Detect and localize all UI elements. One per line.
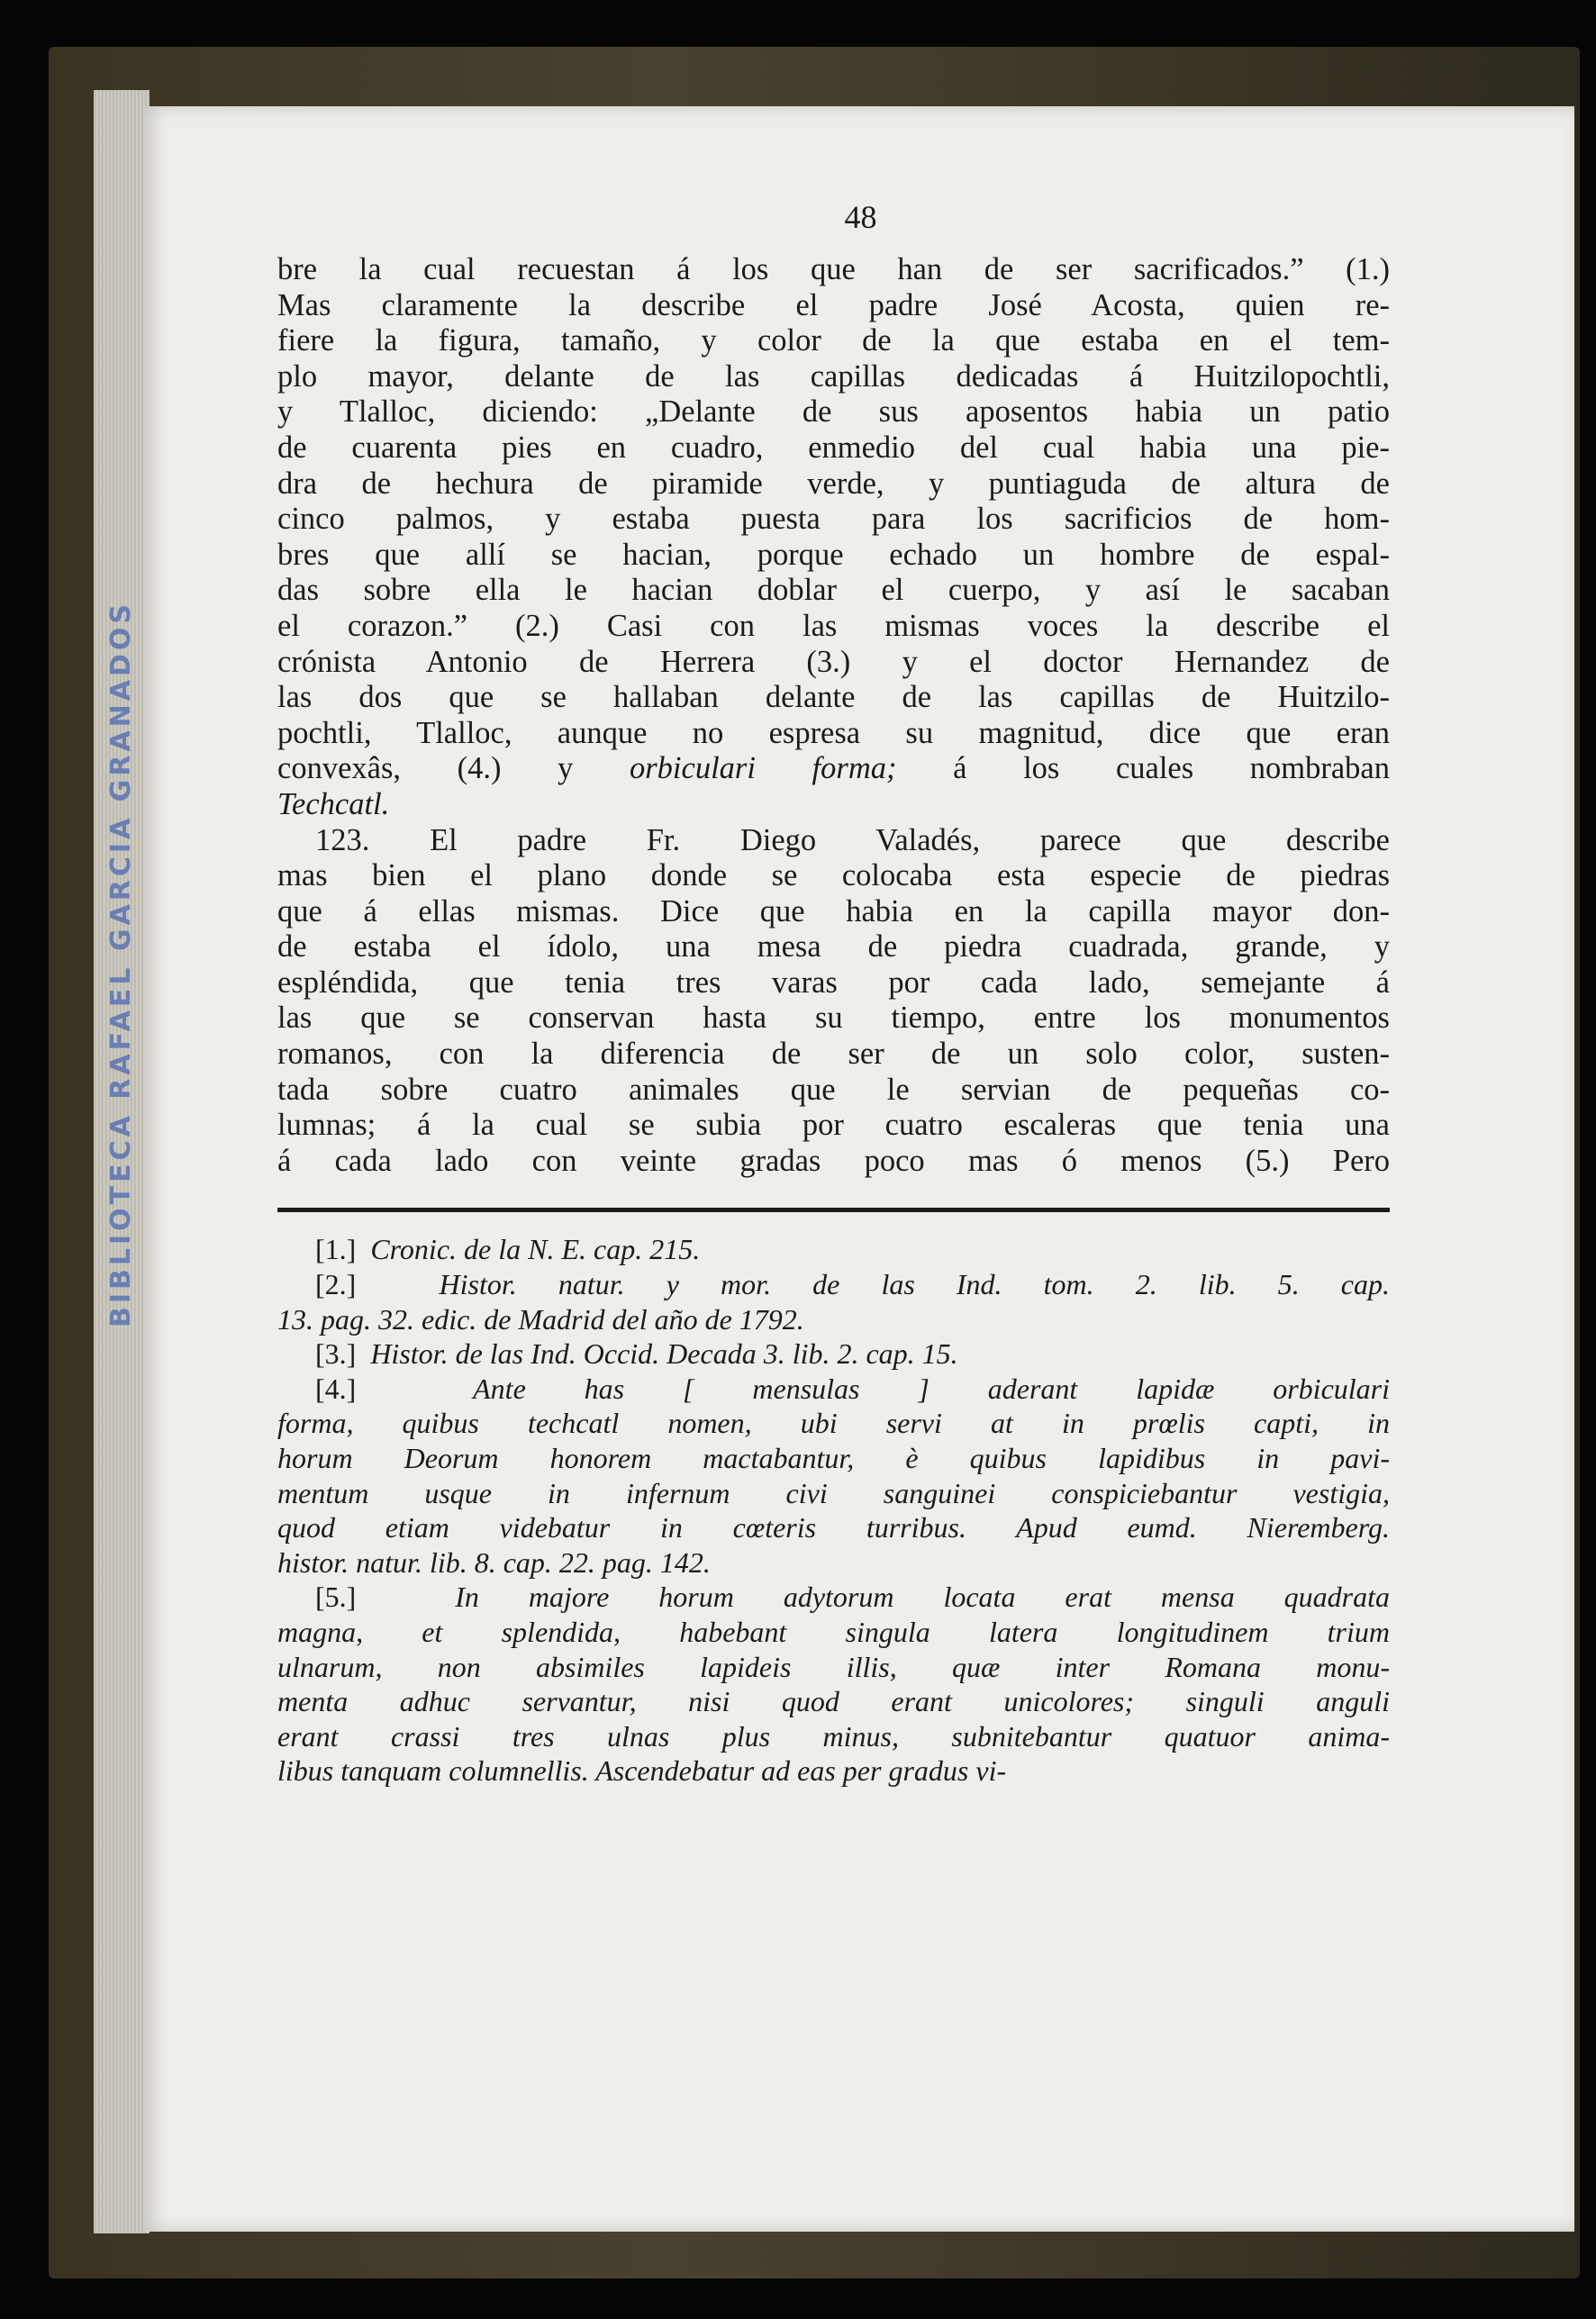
body-text xyxy=(277,252,1390,1179)
line-text: y Tlalloc, diciendo: „Delante de sus aposentos habia un patio xyxy=(277,394,1390,430)
line-text: á los cuales nombraban xyxy=(896,751,1390,786)
body-line xyxy=(277,1144,1390,1180)
line-text: fiere la figura, tamaño, y color de la que estaba en el tem- xyxy=(277,323,1390,358)
footnote-continuation: quod etiam videbatur in cœteris turribus. Apud eumd. Nieremberg. xyxy=(277,1511,1390,1544)
body-line xyxy=(277,751,1390,787)
body-line xyxy=(277,680,1390,716)
line-text: las dos que se hallaban delante de las capillas de Huitzilo- xyxy=(277,680,1390,715)
footnote-mark: [3.] xyxy=(315,1337,357,1371)
body-line xyxy=(277,929,1390,965)
line-text: el corazon.” (2.) Casi con las mismas voces la describe el xyxy=(277,608,1390,643)
footnote-continuation: 13. pag. 32. edic. de Madrid del año de 1792. xyxy=(277,1302,804,1336)
body-line xyxy=(277,288,1390,324)
library-stamp xyxy=(94,378,148,1549)
text-block xyxy=(277,198,1390,1789)
line-text: bres que allí se hacian, porque echado un hombre de espal- xyxy=(277,537,1390,572)
footnote-rule xyxy=(277,1208,1390,1212)
body-line xyxy=(277,252,1390,288)
line-text: crónista Antonio de Herrera (3.) y el doctor Hernandez de xyxy=(277,644,1390,679)
line-text: de estaba el ídolo, una mesa de piedra cuadrada, grande, y xyxy=(277,929,1390,965)
body-line xyxy=(277,645,1390,681)
line-text: pochtli, Tlalloc, aunque no espresa su magnitud, dice que eran xyxy=(277,715,1390,750)
italic-text: orbiculari forma; xyxy=(630,751,897,786)
line-text: de cuarenta pies en cuadro, enmedio del cual habia una pie- xyxy=(277,430,1390,465)
body-line xyxy=(277,538,1390,574)
library-stamp-text: BIBLIOTECA RAFAEL GARCIA GRANADOS xyxy=(104,600,137,1327)
body-line xyxy=(277,394,1390,430)
footnote xyxy=(277,1336,1390,1372)
footnote-continuation: forma, quibus techcatl nomen, ubi servi at in prœlis capti, in xyxy=(277,1407,1390,1440)
footnote-text: Cronic. de la N. E. cap. 215. xyxy=(370,1233,701,1266)
footnote-continuation: horum Deorum honorem mactabantur, è quibus lapidibus in pavi- xyxy=(277,1442,1390,1474)
body-line xyxy=(277,359,1390,395)
footnote-mark: [2.] xyxy=(315,1268,357,1301)
body-line xyxy=(277,894,1390,930)
italic-text: Techcatl. xyxy=(277,786,390,821)
body-line xyxy=(277,609,1390,645)
line-text: Mas claramente la describe el padre José Acosta, quien re- xyxy=(277,287,1390,322)
body-line xyxy=(277,823,1390,859)
body-line xyxy=(277,787,1390,823)
line-text: 123. El padre Fr. Diego Valadés, parece que describe xyxy=(315,822,1390,857)
body-line xyxy=(277,1037,1390,1073)
footnote-continuation: histor. natur. lib. 8. cap. 22. pag. 142. xyxy=(277,1545,711,1579)
body-line xyxy=(277,502,1390,538)
footnote-continuation: erant crassi tres ulnas plus minus, subnitebantur quatuor anima- xyxy=(277,1719,1390,1753)
line-text: bre la cual recuestan á los que han de ser sacrificados.” (1.) xyxy=(277,252,1390,286)
line-text: espléndida, que tenia tres varas por cada lado, semejante á xyxy=(277,965,1390,1000)
body-line xyxy=(277,965,1390,1001)
body-line xyxy=(277,716,1390,752)
page-number: 48 xyxy=(844,199,877,235)
line-text: cinco palmos, y estaba puesta para los sacrificios de hom- xyxy=(277,502,1390,537)
footnote-continuation: mentum usque in infernum civi sanguinei conspiciebantur vestigia, xyxy=(277,1476,1390,1509)
line-text: plo mayor, delante de las capillas dedicadas á Huitzilopochtli, xyxy=(277,358,1390,394)
line-text: das sobre ella le hacian doblar el cuerpo, y así le sacaban xyxy=(277,573,1390,608)
footnote-text: Histor. de las Ind. Occid. Decada 3. lib. 2. cap. 15. xyxy=(370,1337,958,1371)
line-text: romanos, con la diferencia de ser de un solo color, susten- xyxy=(277,1037,1390,1072)
line-text: tada sobre cuatro animales que le servian de pequeñas co- xyxy=(277,1072,1390,1107)
line-text: mas bien el plano donde se colocaba esta especie de piedras xyxy=(277,858,1390,893)
footnote-continuation: ulnarum, non absimiles lapideis illis, quæ inter Romana monu- xyxy=(277,1650,1390,1683)
footnote-text: In majore horum adytorum locata erat mensa quadrata xyxy=(455,1581,1391,1614)
body-line xyxy=(277,1108,1390,1144)
line-text: las que se conservan hasta su tiempo, entre los monumentos xyxy=(277,1001,1390,1036)
body-line xyxy=(277,1001,1390,1037)
line-text: convexâs, (4.) y xyxy=(277,751,630,786)
body-line xyxy=(277,1073,1390,1109)
footnote xyxy=(277,1232,1390,1267)
footnote xyxy=(277,1580,1390,1615)
footnote-continuation: menta adhuc servantur, nisi quod erant unicolores; singuli anguli xyxy=(277,1685,1390,1718)
footnote-mark: [5.] xyxy=(315,1581,357,1614)
line-text: que á ellas mismas. Dice que habia en la capilla mayor don- xyxy=(277,893,1390,929)
line-text: dra de hechura de piramide verde, y puntiaguda de altura de xyxy=(277,466,1390,501)
line-text: á cada lado con veinte gradas poco mas ó menos (5.) Pero xyxy=(277,1143,1390,1178)
footnotes xyxy=(277,1232,1390,1789)
footnote xyxy=(277,1267,1390,1302)
footnote-mark: [4.] xyxy=(315,1372,357,1405)
body-line xyxy=(277,467,1390,503)
line-text: lumnas; á la cual se subia por cuatro escaleras que tenia una xyxy=(277,1108,1390,1143)
body-line xyxy=(277,430,1390,467)
footnote-continuation: libus tanquam columnellis. Ascendebatur ad eas per gradus vi- xyxy=(277,1754,1007,1788)
body-line xyxy=(277,858,1390,894)
body-line xyxy=(277,323,1390,359)
footnote-text: Ante has [ mensulas ] aderant lapidæ orbiculari xyxy=(473,1372,1391,1405)
footnote xyxy=(277,1372,1390,1407)
footnote-mark: [1.] xyxy=(315,1233,357,1266)
body-line xyxy=(277,573,1390,609)
footnote-continuation: magna, et splendida, habebant singula latera longitudinem trium xyxy=(277,1615,1390,1648)
footnote-text: Histor. natur. y mor. de las Ind. tom. 2. lib. 5. cap. xyxy=(439,1268,1391,1301)
